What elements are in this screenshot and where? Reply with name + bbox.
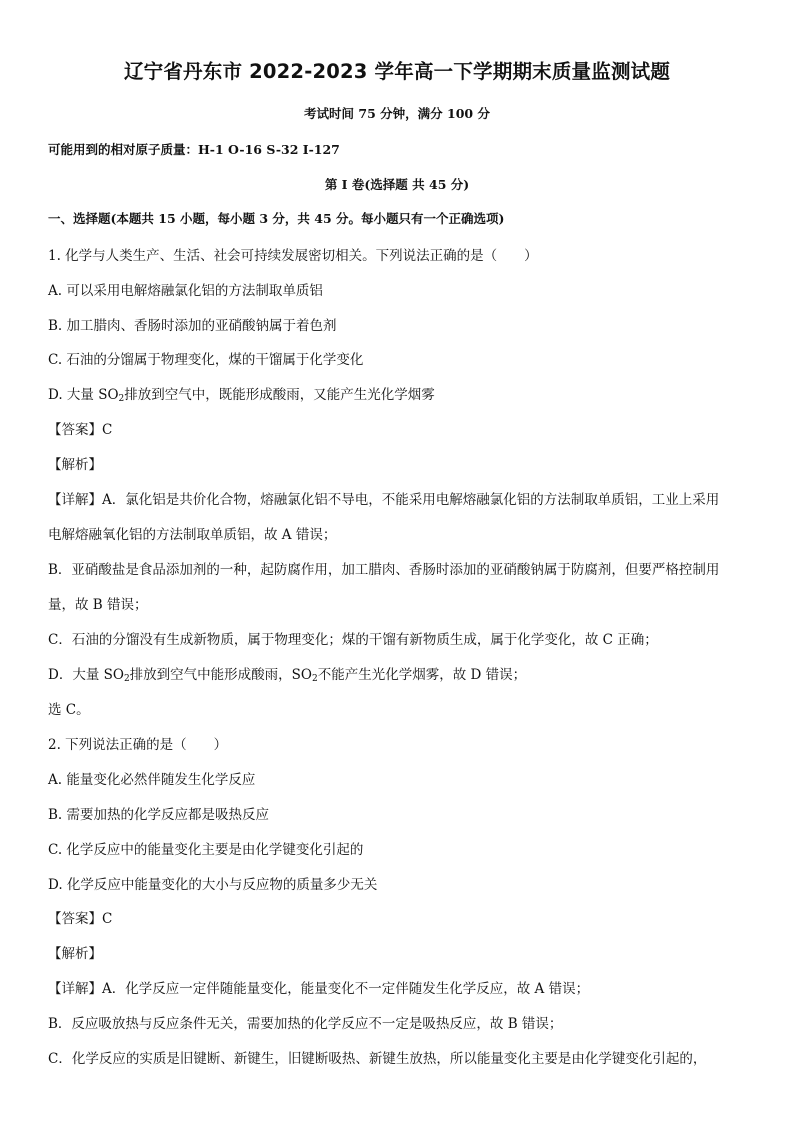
q2-stem: 2. 下列说法正确的是（ ） [48, 737, 228, 753]
q1-detail-c: C．石油的分馏没有生成新物质，属于物理变化；煤的干馏有新物质生成，属于化学变化，故 C 正确； [48, 632, 658, 648]
q1-option-d [48, 383, 748, 403]
atomic-masses: 可能用到的相对原子质量：H-1 O-16 S-32 I-127 [48, 142, 340, 157]
q1-option-d-pre: D. 大量 SO [48, 387, 119, 403]
q1-detail-d-pre: D．大量 SO [48, 667, 124, 683]
q1-detail-d-post: 不能产生光化学烟雾，故 D 错误； [317, 667, 527, 683]
q1-detail-b-line2: 量，故 B 错误； [48, 597, 148, 613]
part-heading: 第 I 卷(选择题 共 45 分) [324, 177, 470, 192]
q1-option-b: B. 加工腊肉、香肠时添加的亚硝酸钠属于着色剂 [48, 318, 337, 334]
q2-answer: 【答案】C [48, 911, 113, 927]
q1-detail-d-sub1: 2 [123, 674, 130, 684]
q1-conclusion: 选 C。 [48, 702, 90, 718]
q2-detail-c: C．化学反应的实质是旧键断、新键生，旧键断吸热、新键生放热，所以能量变化主要是由化学键变化引起的， [48, 1051, 707, 1067]
q1-option-d-sub: 2 [118, 394, 125, 404]
q1-option-a: A. 可以采用电解熔融氯化铝的方法制取单质铝 [48, 283, 323, 299]
q1-detail-d [48, 663, 748, 683]
q2-detail-b: B．反应吸放热与反应条件无关，需要加热的化学反应不一定是吸热反应，故 B 错误； [48, 1016, 563, 1032]
q2-option-b: B. 需要加热的化学反应都是吸热反应 [48, 807, 270, 823]
q1-option-d-post: 排放到空气中，既能形成酸雨，又能产生光化学烟雾 [124, 387, 435, 403]
q1-analysis: 【解析】 [48, 457, 102, 473]
q2-option-a: A. 能量变化必然伴随发生化学反应 [48, 772, 256, 788]
q1-detail-d-sub2: 2 [312, 674, 318, 684]
q1-detail-a-line2: 电解熔融氧化铝的方法制取单质铝，故 A 错误； [48, 527, 337, 543]
q1-detail-a-line1: 【详解】A．氯化铝是共价化合物，熔融氯化铝不导电，不能采用电解熔融氯化铝的方法制取单质铝，工业上采用 [48, 492, 720, 508]
q2-detail-a: 【详解】A．化学反应一定伴随能量变化，能量变化不一定伴随发生化学反应，故 A 错误； [48, 981, 590, 997]
section-heading: 一、选择题(本题共 15 小题，每小题 3 分，共 45 分。每小题只有一个正确选项) [48, 211, 505, 226]
q1-answer: 【答案】C [48, 422, 113, 438]
exam-title: 辽宁省丹东市 2022-2023 学年高一下学期期末质量监测试题 [123, 60, 671, 83]
exam-subtitle: 考试时间 75 分钟，满分 100 分 [304, 106, 490, 121]
q2-option-c: C. 化学反应中的能量变化主要是由化学键变化引起的 [48, 842, 364, 858]
q2-analysis: 【解析】 [48, 946, 102, 962]
q2-option-d: D. 化学反应中能量变化的大小与反应物的质量多少无关 [48, 877, 378, 893]
q1-stem: 1. 化学与人类生产、生活、社会可持续发展密切相关。下列说法正确的是（ ） [48, 248, 538, 264]
q1-option-c: C. 石油的分馏属于物理变化，煤的干馏属于化学变化 [48, 352, 364, 368]
q1-detail-b-line1: B．亚硝酸盐是食品添加剂的一种，起防腐作用，加工腊肉、香肠时添加的亚硝酸钠属于防腐剂，但要严格控制用 [48, 562, 720, 578]
q1-detail-d-mid: 排放到空气中能形成酸雨，SO [129, 667, 312, 683]
